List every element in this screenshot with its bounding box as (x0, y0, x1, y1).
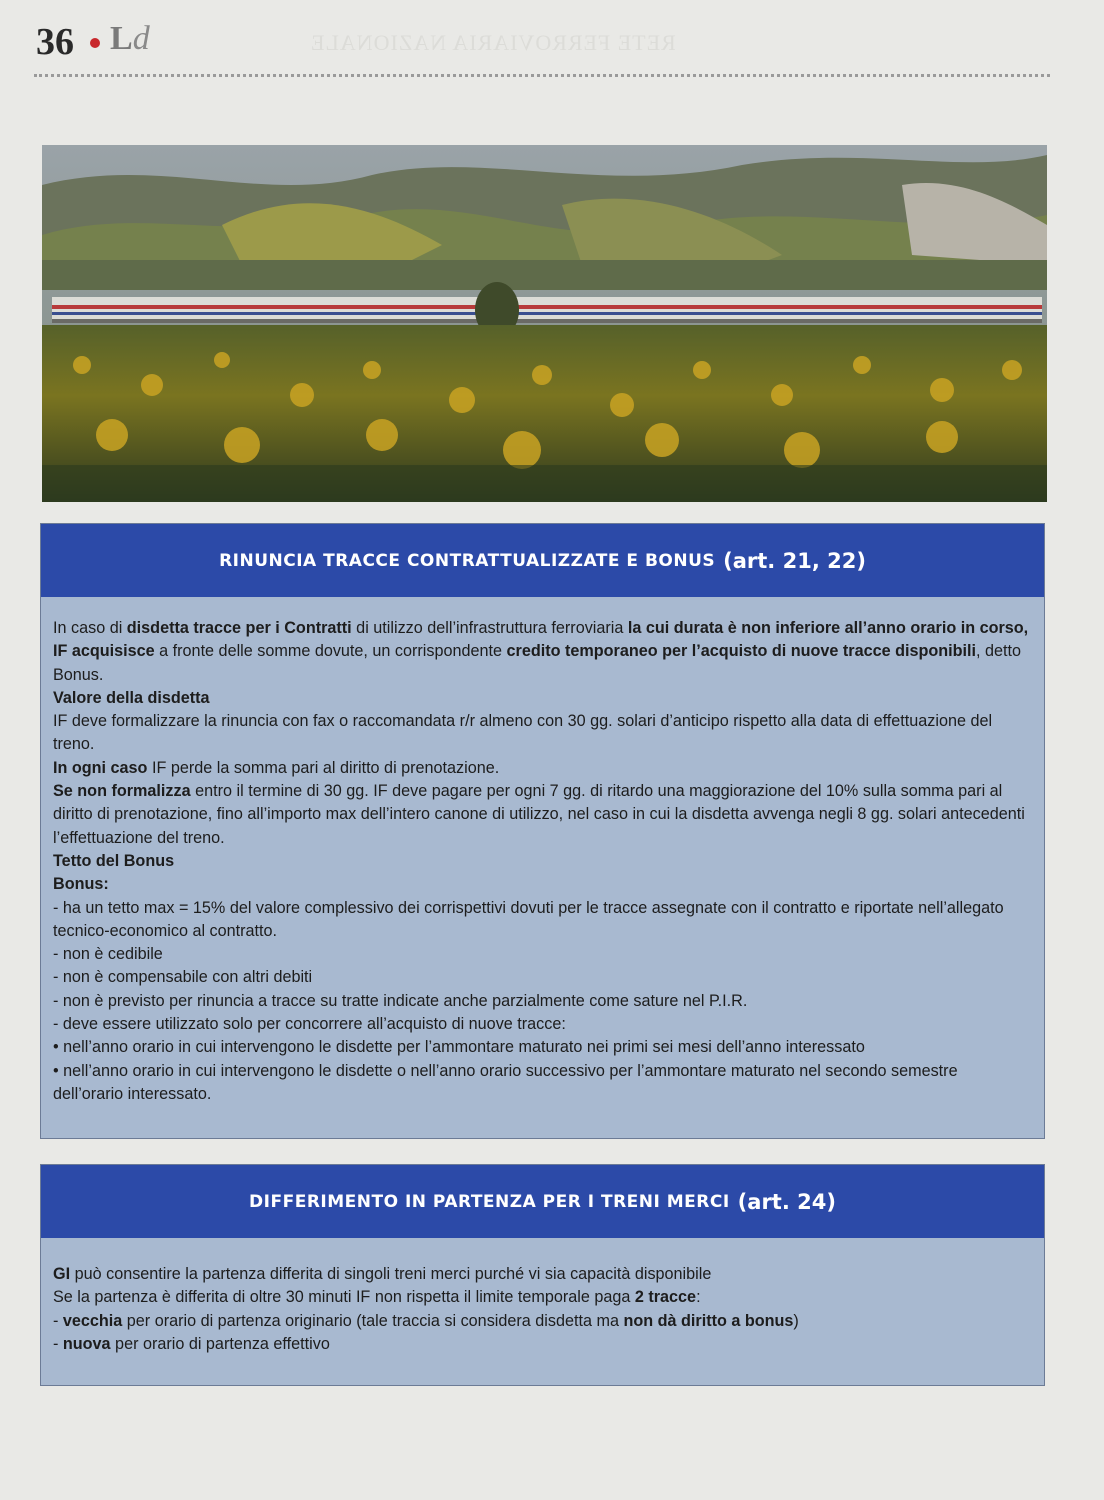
page-header (0, 0, 1104, 90)
logo-suffix: d (132, 20, 150, 57)
paragraph-ogni-caso (53, 757, 1032, 780)
text-run-bold: Se non formalizza (53, 782, 191, 801)
paragraph-formalizzare: IF deve formalizzare la rinuncia con fax o raccomandata r/r almeno con 30 gg. solari d’anticipo rispetto alla data di effettuazione del treno. (53, 712, 993, 754)
text-run: per orario di partenza originario (tale traccia si considera disdetta ma (122, 1311, 624, 1330)
text-run: IF perde la somma pari al diritto di prenotazione. (147, 758, 500, 777)
photo-illustration (42, 145, 1047, 502)
list-item: - non è cedibile (53, 945, 163, 964)
text-run: ) (793, 1311, 799, 1330)
list-item: - ha un tetto max = 15% del valore complessivo dei corrispettivi dovuti per le tracce assegnate con il contratto e riportate nell’allegato tecnico-economico al contratto. (53, 898, 1004, 940)
paragraph-intro (53, 617, 1032, 687)
subheading-bonus: Bonus: (53, 875, 109, 894)
page-number: 36 (36, 21, 74, 63)
text-run-bold: credito temporaneo per l’acquisto di nuove tracce disponibili (506, 642, 977, 661)
text-run-bold: nuova (62, 1334, 111, 1353)
box-header (41, 524, 1044, 597)
box-body (41, 1238, 1044, 1356)
train-sunflower-photo (42, 145, 1047, 502)
text-run: a fronte delle somme dovute, un corrispondente (154, 642, 507, 661)
list-item: - non è previsto per rinuncia a tracce su tratte indicate anche parzialmente come sature nel P.I.R. (53, 991, 748, 1010)
box-article: (art. 24) (737, 1189, 836, 1214)
box-header (41, 1165, 1044, 1238)
subheading-tetto: Tetto del Bonus (53, 851, 175, 870)
text-run: per orario di partenza effettivo (110, 1334, 330, 1353)
box-article: (art. 21, 22) (723, 548, 866, 573)
text-run-bold: non dà diritto a bonus (623, 1311, 794, 1330)
text-run-bold: 2 tracce (634, 1288, 697, 1307)
list-item: - deve essere utilizzato solo per concorrere all’acquisto di nuove tracce: (53, 1015, 566, 1034)
text-run: - (53, 1311, 63, 1330)
text-run: : (696, 1288, 701, 1307)
text-run-bold: disdetta tracce per i Contratti (126, 619, 352, 637)
list-item: • nell’anno orario in cui intervengono le disdette o nell’anno orario successivo per l’ammontare maturato nel secondo semestre dell’orario interessato. (53, 1061, 958, 1103)
text-run-bold: GI (53, 1265, 71, 1283)
subheading-valore: Valore della disdetta (53, 688, 210, 707)
text-run: Se la partenza è differita di oltre 30 minuti IF non rispetta il limite temporale paga (53, 1288, 635, 1307)
bullet-dot-icon (90, 38, 100, 48)
text-run: , detto Bonus. (53, 642, 1022, 684)
info-box-differimento (40, 1164, 1045, 1386)
info-box-rinuncia (40, 523, 1045, 1139)
running-title-showthrough: RETE FERROVIARIA NAZIONALE (310, 30, 676, 55)
list-item: • nell’anno orario in cui intervengono le disdette per l’ammontare maturato nei primi sei mesi dell’anno interessato (53, 1038, 865, 1057)
line-nuova (53, 1333, 1032, 1356)
text-run-bold: vecchia (62, 1311, 123, 1330)
paragraph-non-formalizza (53, 780, 1032, 850)
list-item: - non è compensabile con altri debiti (53, 968, 313, 987)
box-title: DIFFERIMENTO IN PARTENZA PER I TRENI MERCI (249, 1191, 730, 1212)
text-run: può consentire la partenza differita di singoli treni merci purché vi sia capacità disponibile (70, 1265, 712, 1283)
text-run: di utilizzo dell’infrastruttura ferroviaria (351, 619, 628, 637)
text-run: In caso di (53, 619, 127, 637)
text-run-bold: In ogni caso (53, 758, 148, 777)
logo-main: L (110, 20, 133, 57)
line-vecchia (53, 1310, 1032, 1333)
magazine-logo (110, 20, 150, 58)
dotted-divider (34, 74, 1050, 77)
box-body (41, 597, 1044, 1106)
text-run: - (53, 1334, 63, 1353)
line-differita (53, 1286, 1032, 1309)
text-run-bold: la cui durata è non inferiore all’anno orario in corso, IF acquisisce (53, 619, 1029, 661)
line-gi (53, 1263, 1032, 1286)
box-title: RINUNCIA TRACCE CONTRATTUALIZZATE E BONUS (219, 550, 716, 571)
text-run: entro il termine di 30 gg. IF deve pagare per ogni 7 gg. di ritardo una maggiorazione del 10% sulla somma pari al diritto di prenotazione, fino all’importo max dell’intero canone di utilizzo, nel caso in cui la disdetta avvenga negli 8 gg. solari antecedenti l’effettuazione del treno. (53, 782, 1025, 847)
